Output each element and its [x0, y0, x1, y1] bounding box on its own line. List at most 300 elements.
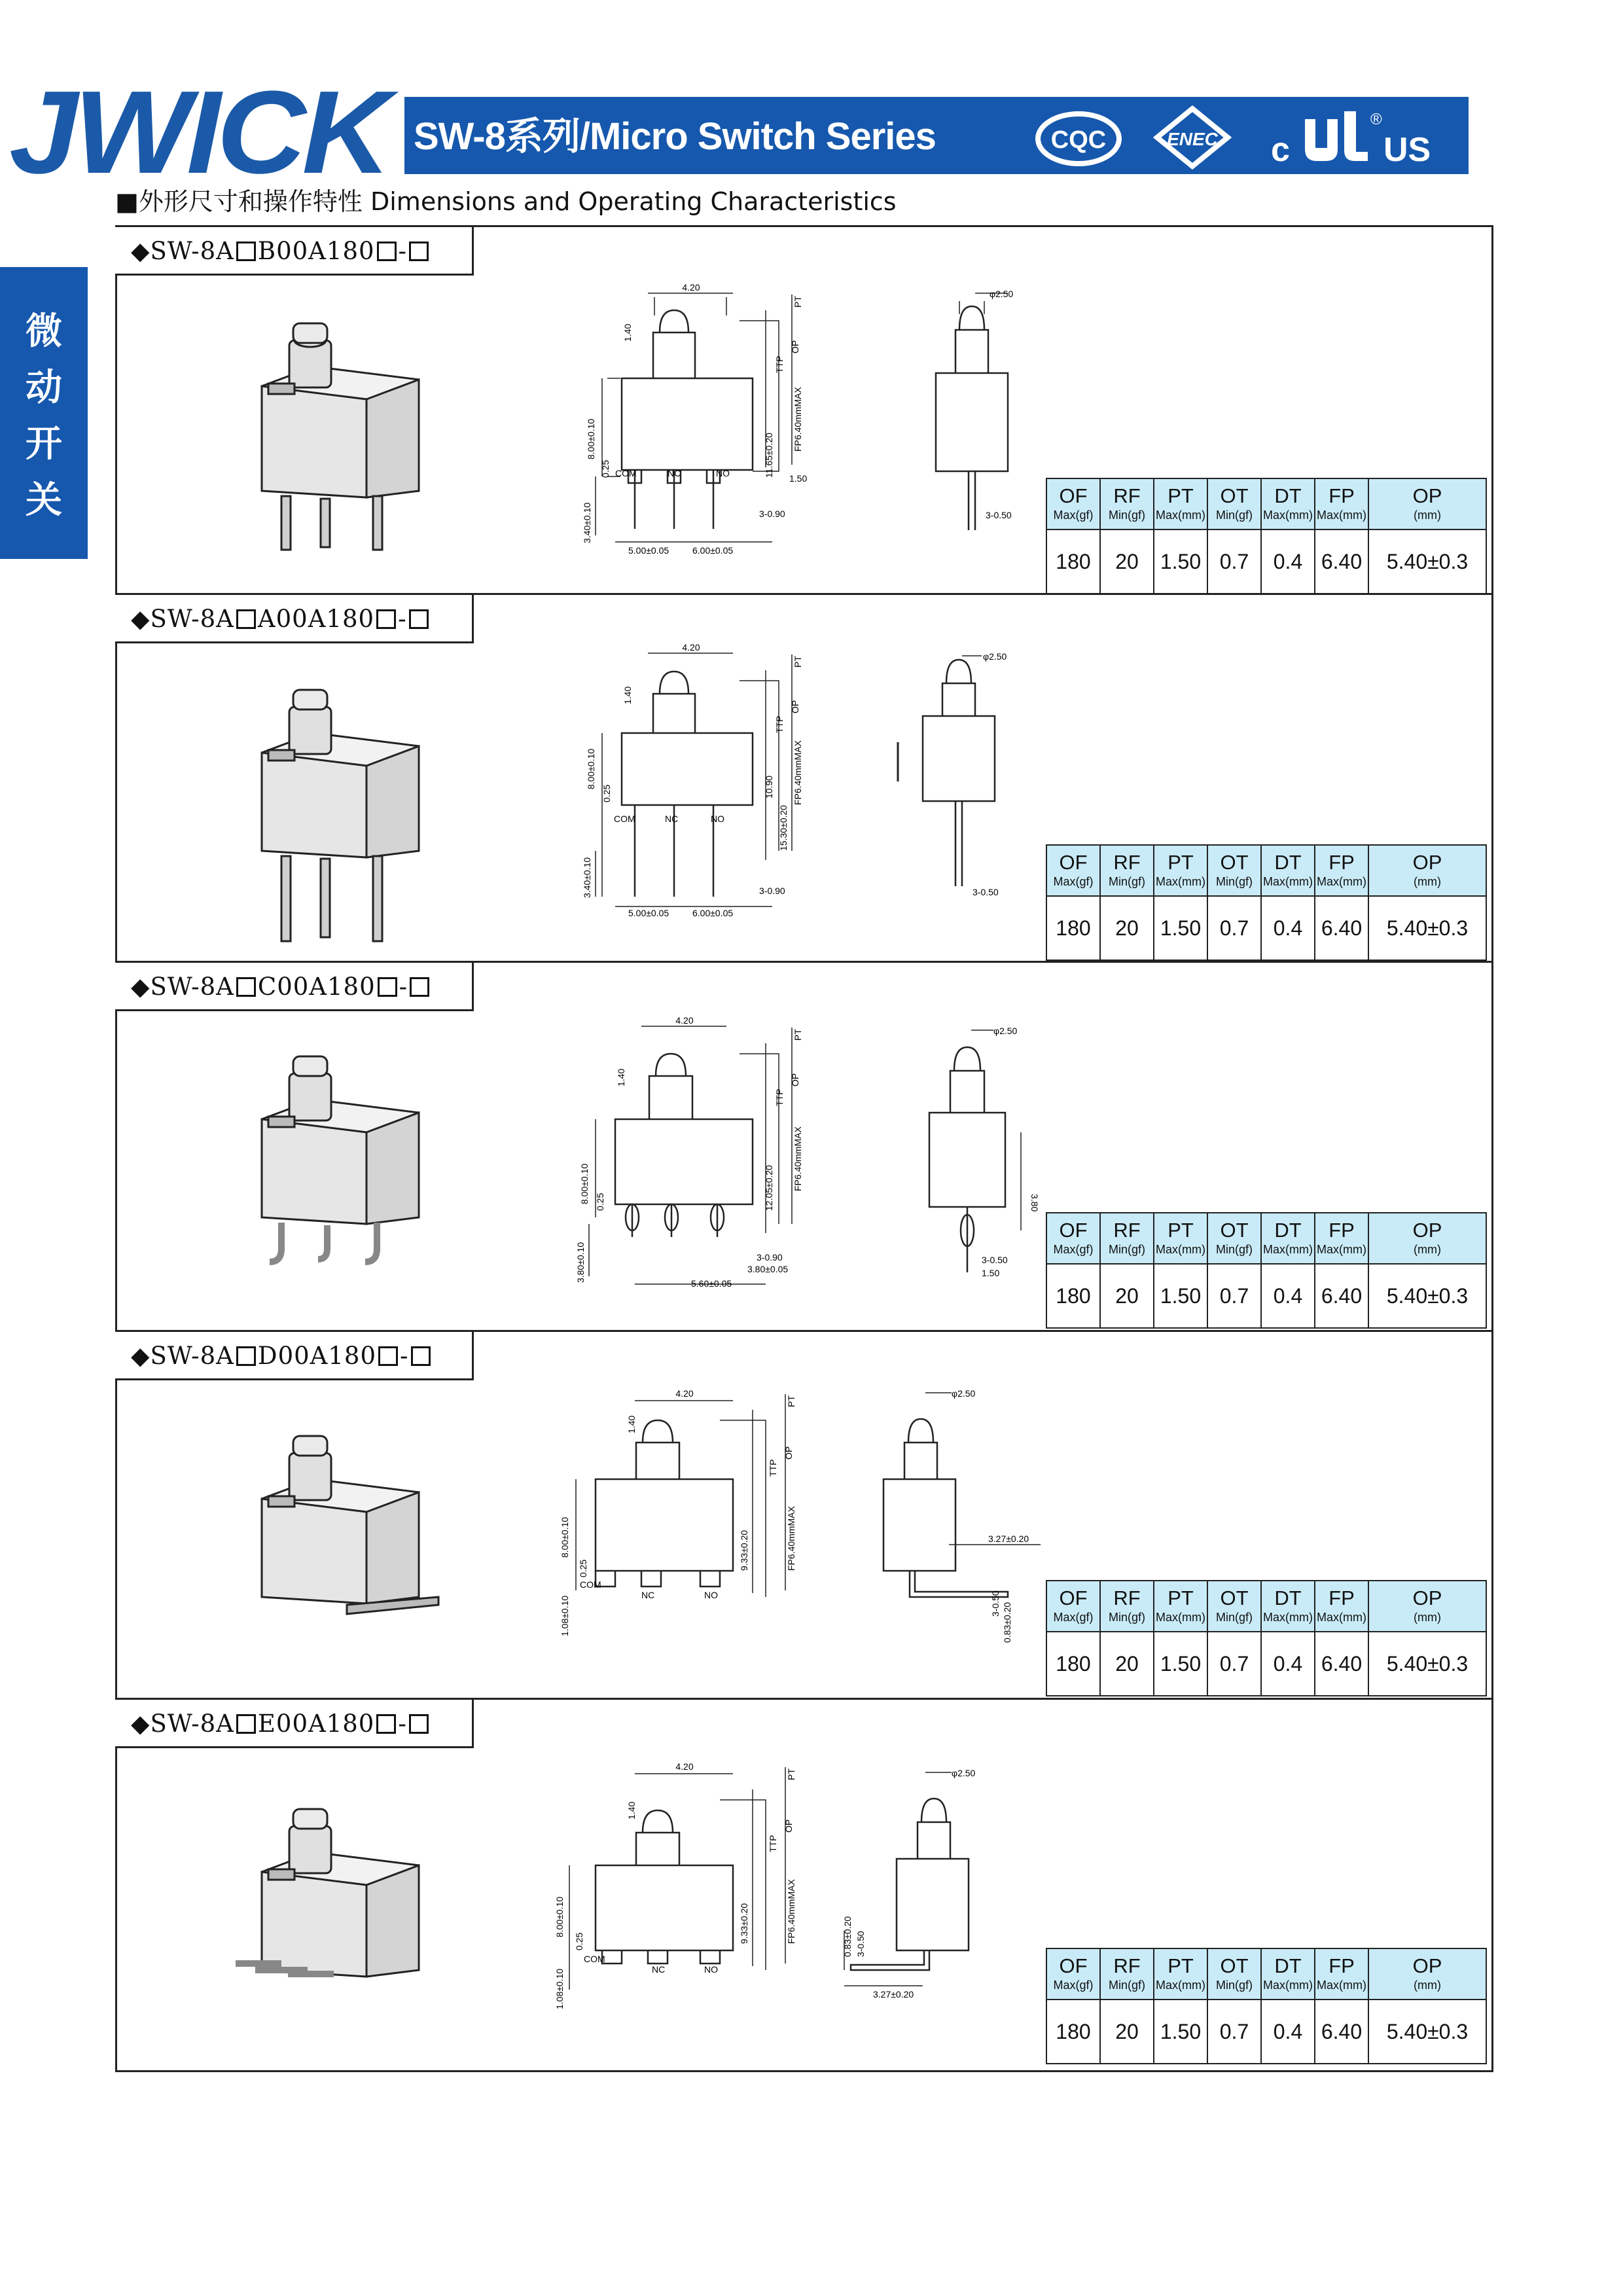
spec-header-cell [1368, 478, 1486, 529]
enec-text: ENEC [1167, 129, 1218, 149]
enec-cert-icon [1153, 105, 1232, 170]
spec-value-cell: 180 [1046, 896, 1100, 960]
spec-value-cell: 20 [1100, 529, 1154, 594]
side-view-drawing [831, 1761, 1041, 2009]
dim-label: TTP [768, 1835, 778, 1852]
spec-value-cell: 0.7 [1207, 2000, 1261, 2064]
spec-header-cell [1100, 845, 1154, 896]
spec-key: RF [1113, 1219, 1141, 1242]
spec-key: RF [1113, 1954, 1141, 1977]
spec-unit: Min(gf) [1215, 509, 1253, 522]
dim-label: φ2.50 [952, 1388, 976, 1399]
spec-unit: Min(gf) [1108, 1979, 1145, 1992]
model-label [115, 227, 474, 276]
dim-label: 0.25 [600, 459, 611, 478]
spec-unit: Min(gf) [1215, 1243, 1253, 1256]
spec-value-cell: 20 [1100, 896, 1154, 960]
placeholder-box-icon [409, 1714, 429, 1734]
dim-label: 3.27±0.20 [988, 1534, 1029, 1544]
dim-label: 4.20 [675, 1388, 694, 1399]
spec-table [1046, 844, 1487, 961]
side-view-drawing [923, 281, 1054, 530]
dim-label: 3-0.90 [757, 1252, 783, 1263]
spec-header-cell [1261, 1581, 1315, 1632]
spec-header-cell [1315, 1581, 1368, 1632]
model-mid: D00A180 [257, 1342, 376, 1370]
spec-value-cell: 0.4 [1261, 1632, 1315, 1696]
model-suffix: - [398, 237, 408, 265]
side-tab-char: 动 [26, 367, 62, 409]
dim-label: FP6.40mmMAX [793, 1126, 803, 1191]
placeholder-box-icon [410, 977, 429, 997]
spec-header-cell [1046, 1948, 1100, 2000]
dim-label: 3-0.50 [986, 510, 1012, 520]
spec-unit: (mm) [1414, 1243, 1441, 1256]
dim-label: 8.00±0.10 [586, 748, 596, 789]
spec-header-cell [1261, 845, 1315, 896]
spec-unit: Max(mm) [1317, 1979, 1366, 1992]
dim-label: NO [704, 1964, 718, 1975]
spec-header-cell [1100, 478, 1154, 529]
front-view-drawing [569, 1014, 831, 1289]
dim-label: 8.00±0.10 [554, 1896, 565, 1937]
side-view-drawing [890, 644, 1054, 906]
spec-value-cell: 5.40±0.3 [1368, 2000, 1486, 2064]
model-mid: B00A180 [257, 237, 375, 265]
spec-key: OP [1412, 484, 1442, 507]
dim-label: 11.65±0.20 [764, 433, 774, 478]
dim-label: 6.00±0.05 [692, 908, 734, 918]
spec-unit: Max(mm) [1263, 875, 1313, 888]
spec-value-cell: 1.50 [1154, 896, 1207, 960]
spec-header-cell [1368, 1581, 1486, 1632]
spec-key: OP [1412, 1587, 1442, 1609]
spec-header-cell [1154, 1581, 1207, 1632]
spec-value-cell: 1.50 [1154, 1264, 1207, 1328]
spec-value-cell: 6.40 [1315, 1632, 1368, 1696]
spec-header-cell [1154, 1948, 1207, 2000]
placeholder-box-icon [377, 242, 397, 261]
spec-key: PT [1168, 484, 1194, 507]
spec-table [1046, 1580, 1487, 1696]
spec-key: OF [1059, 851, 1088, 874]
section-heading: ■外形尺寸和操作特性 Dimensions and Operating Characteristics [115, 187, 897, 216]
model-prefix: ◆SW-8A [131, 1710, 234, 1738]
front-view-drawing [550, 1754, 838, 2016]
spec-key: OF [1059, 484, 1088, 507]
dim-label: 9.33±0.20 [739, 1903, 749, 1944]
spec-header-cell [1154, 478, 1207, 529]
dim-label: COM [580, 1579, 601, 1590]
spec-header-cell [1046, 478, 1100, 529]
ul-reg-text: ® [1370, 111, 1382, 128]
side-tab-char: 开 [26, 423, 62, 465]
spec-key: OT [1220, 1219, 1249, 1242]
spec-header-cell [1368, 1948, 1486, 2000]
spec-header-cell [1207, 1581, 1261, 1632]
spec-key: FP [1329, 1219, 1355, 1242]
ul-us-text: US [1383, 131, 1431, 169]
spec-unit: Max(mm) [1263, 1979, 1313, 1992]
spec-unit: Min(gf) [1108, 875, 1145, 888]
spec-key: OF [1059, 1587, 1088, 1609]
dim-label: PT [786, 1768, 796, 1780]
front-view-drawing [576, 281, 825, 556]
dim-label: 3-0.90 [759, 509, 785, 519]
placeholder-box-icon [409, 242, 429, 261]
spec-unit: Min(gf) [1108, 509, 1145, 522]
spec-header-cell [1207, 1213, 1261, 1264]
placeholder-box-icon [378, 977, 397, 997]
spec-value-cell: 6.40 [1315, 529, 1368, 594]
dim-label: 3-0.50 [855, 1931, 866, 1957]
model-suffix: - [399, 973, 408, 1001]
dim-label: 4.20 [682, 642, 700, 653]
model-prefix: ◆SW-8A [131, 237, 234, 265]
spec-unit: Max(mm) [1156, 875, 1205, 888]
dim-label: OP [790, 340, 800, 353]
spec-unit: Max(gf) [1053, 1611, 1094, 1624]
dim-label: TTP [774, 355, 785, 373]
spec-unit: Min(gf) [1108, 1243, 1145, 1256]
spec-key: RF [1113, 484, 1141, 507]
dim-label: FP6.40mmMAX [793, 740, 803, 805]
spec-value-cell: 5.40±0.3 [1368, 1264, 1486, 1328]
placeholder-box-icon [378, 1346, 398, 1366]
cqc-text: CQC [1050, 126, 1107, 154]
spec-unit: Max(mm) [1156, 1243, 1205, 1256]
placeholder-box-icon [411, 1346, 431, 1366]
dim-label: 3-0.90 [759, 886, 785, 896]
dim-label: 1.40 [616, 1068, 626, 1086]
dim-label: PT [786, 1395, 796, 1407]
side-tab-char: 微 [26, 310, 62, 353]
placeholder-box-icon [236, 1346, 256, 1366]
dim-label: 3-0.50 [990, 1590, 1001, 1617]
series-title: SW-8系列/Micro Switch Series [414, 115, 936, 158]
spec-value-cell: 20 [1100, 2000, 1154, 2064]
model-suffix: - [400, 1342, 409, 1370]
spec-table [1046, 1212, 1487, 1329]
model-prefix: ◆SW-8A [131, 605, 234, 633]
spec-key: DT [1274, 851, 1302, 874]
placeholder-box-icon [236, 1714, 256, 1734]
spec-key: FP [1329, 851, 1355, 874]
spec-value-cell: 1.50 [1154, 529, 1207, 594]
spec-header-cell [1100, 1948, 1154, 2000]
spec-key: PT [1168, 851, 1194, 874]
dim-label: 5.60±0.05 [691, 1278, 732, 1289]
dim-label: NC [668, 468, 681, 478]
spec-unit: (mm) [1414, 1979, 1441, 1992]
model-label [115, 1332, 474, 1380]
placeholder-box-icon [376, 609, 396, 629]
dim-label: 0.25 [574, 1932, 584, 1950]
spec-value-cell: 0.4 [1261, 2000, 1315, 2064]
spec-unit: Max(mm) [1156, 509, 1205, 522]
dim-label: 0.25 [601, 784, 612, 802]
spec-header-cell [1154, 1213, 1207, 1264]
spec-key: PT [1168, 1954, 1194, 1977]
dim-label: 1.50 [789, 473, 808, 484]
spec-value-cell: 180 [1046, 2000, 1100, 2064]
spec-value-cell: 1.50 [1154, 2000, 1207, 2064]
spec-value-cell: 0.4 [1261, 1264, 1315, 1328]
product-photo [229, 1806, 452, 2022]
placeholder-box-icon [376, 1714, 396, 1734]
dim-label: FP6.40mmMAX [786, 1506, 796, 1571]
spec-unit: Max(mm) [1263, 1611, 1313, 1624]
spec-header-cell [1100, 1581, 1154, 1632]
dim-label: NC [641, 1590, 655, 1600]
spec-value-cell: 0.4 [1261, 529, 1315, 594]
dim-label: OP [790, 1073, 800, 1086]
spec-key: OP [1412, 851, 1442, 874]
spec-value-cell: 6.40 [1315, 2000, 1368, 2064]
spec-unit: Min(gf) [1215, 1979, 1253, 1992]
spec-key: RF [1113, 1587, 1141, 1609]
spec-header-cell [1046, 1581, 1100, 1632]
spec-header-cell [1315, 1213, 1368, 1264]
dim-label: NO [711, 814, 724, 824]
dim-label: NO [716, 468, 730, 478]
dim-label: φ2.50 [952, 1768, 976, 1778]
spec-value-cell: 20 [1100, 1632, 1154, 1696]
ul-cert-icon [1263, 105, 1433, 170]
spec-value-cell: 5.40±0.3 [1368, 529, 1486, 594]
brand-logo: JWICK [9, 67, 387, 198]
model-label [115, 595, 474, 643]
dim-label: 0.25 [578, 1559, 588, 1577]
spec-header-cell [1368, 1213, 1486, 1264]
model-label [115, 963, 474, 1011]
dim-label: PT [793, 296, 803, 308]
spec-value-cell: 180 [1046, 1264, 1100, 1328]
spec-unit: Max(mm) [1263, 509, 1313, 522]
dim-label: 4.20 [675, 1015, 694, 1026]
spec-unit: Max(gf) [1053, 509, 1094, 522]
spec-header-cell [1315, 478, 1368, 529]
spec-key: OF [1059, 1219, 1088, 1242]
dim-label: FP6.40mmMAX [793, 387, 803, 452]
product-photo [242, 687, 438, 949]
spec-header-cell [1154, 845, 1207, 896]
dim-label: 1.08±0.10 [554, 1968, 565, 2009]
spec-key: DT [1274, 1587, 1302, 1609]
front-view-drawing [576, 641, 825, 916]
spec-value-cell: 180 [1046, 1632, 1100, 1696]
spec-unit: Max(mm) [1156, 1979, 1205, 1992]
dim-label: 0.25 [595, 1193, 605, 1211]
dim-label: 0.83±0.20 [1002, 1602, 1012, 1643]
dim-label: TTP [768, 1459, 778, 1477]
spec-value-cell: 5.40±0.3 [1368, 1632, 1486, 1696]
spec-unit: (mm) [1414, 1611, 1441, 1624]
model-label [115, 1700, 474, 1748]
side-view-drawing [870, 1381, 1054, 1643]
spec-unit: Max(mm) [1317, 509, 1366, 522]
spec-header-cell [1207, 1948, 1261, 2000]
dim-label: 8.00±0.10 [560, 1516, 570, 1558]
dim-label: 3.80±0.10 [575, 1242, 586, 1283]
dim-label: TTP [774, 715, 785, 733]
dim-label: 9.33±0.20 [739, 1530, 749, 1571]
dim-label: OP [783, 1446, 794, 1460]
dim-label: φ2.50 [993, 1026, 1018, 1036]
spec-unit: Max(mm) [1317, 875, 1366, 888]
spec-value-cell: 180 [1046, 529, 1100, 594]
dim-label: 10.90 [764, 775, 774, 798]
spec-header-cell [1315, 1948, 1368, 2000]
placeholder-box-icon [409, 609, 429, 629]
spec-value-cell: 1.50 [1154, 1632, 1207, 1696]
dim-label: 3.40±0.10 [582, 502, 592, 543]
spec-unit: (mm) [1414, 509, 1441, 522]
spec-key: DT [1274, 484, 1302, 507]
dim-label: 1.40 [626, 1801, 637, 1820]
side-view-drawing [916, 1014, 1060, 1289]
spec-key: OT [1220, 851, 1249, 874]
dim-label: TTP [774, 1088, 785, 1106]
spec-value-cell: 0.7 [1207, 1632, 1261, 1696]
spec-key: FP [1329, 1954, 1355, 1977]
dim-label: PT [793, 1029, 803, 1041]
spec-value-cell: 0.7 [1207, 529, 1261, 594]
spec-header-cell [1261, 1948, 1315, 2000]
dim-label: 3-0.50 [982, 1255, 1008, 1265]
dim-label: 3-0.50 [972, 887, 999, 897]
side-tab [0, 267, 88, 559]
spec-header-cell [1207, 845, 1261, 896]
product-photo [242, 1054, 438, 1283]
cqc-cert-icon [1033, 105, 1124, 170]
dim-label: NC [665, 814, 679, 824]
spec-table [1046, 478, 1487, 594]
dim-label: 4.20 [675, 1761, 694, 1772]
placeholder-box-icon [236, 977, 256, 997]
placeholder-box-icon [236, 242, 256, 261]
product-photo [242, 321, 438, 556]
dim-label: PT [793, 656, 803, 668]
spec-key: PT [1168, 1587, 1194, 1609]
spec-key: OF [1059, 1954, 1088, 1977]
placeholder-box-icon [236, 609, 256, 629]
dim-label: 3.40±0.10 [582, 857, 592, 898]
spec-unit: Max(mm) [1156, 1611, 1205, 1624]
spec-value-cell: 20 [1100, 1264, 1154, 1328]
dim-label: 15.30±0.20 [778, 805, 789, 851]
spec-header-cell [1046, 845, 1100, 896]
dim-label: FP6.40mmMAX [786, 1879, 796, 1944]
model-suffix: - [398, 1710, 407, 1738]
dim-label: 3.27±0.20 [873, 1989, 914, 2000]
spec-key: OP [1412, 1954, 1442, 1977]
dim-label: OP [783, 1819, 794, 1833]
dim-label: 1.40 [626, 1415, 637, 1433]
dim-label: 12.05±0.20 [764, 1165, 774, 1211]
spec-value-cell: 6.40 [1315, 1264, 1368, 1328]
spec-header-cell [1046, 1213, 1100, 1264]
front-view-drawing [537, 1381, 831, 1643]
model-prefix: ◆SW-8A [131, 1342, 234, 1370]
spec-header-cell [1315, 845, 1368, 896]
spec-unit: (mm) [1414, 875, 1441, 888]
spec-key: PT [1168, 1219, 1194, 1242]
spec-value-cell: 0.7 [1207, 1264, 1261, 1328]
spec-header-cell [1100, 1213, 1154, 1264]
ul-c-text: c [1271, 131, 1290, 169]
dim-label: 3.80 [1029, 1194, 1040, 1212]
spec-key: OT [1220, 1587, 1249, 1609]
dim-label: 1.40 [622, 323, 633, 342]
dim-label: 6.00±0.05 [692, 545, 734, 556]
model-mid: A00A180 [257, 605, 375, 633]
spec-key: OT [1220, 1954, 1249, 1977]
dim-label: NO [704, 1590, 718, 1600]
dim-label: OP [790, 700, 800, 713]
dim-label: φ2.50 [990, 289, 1014, 299]
spec-value-cell: 0.4 [1261, 896, 1315, 960]
dim-label: COM [614, 814, 635, 824]
spec-key: FP [1329, 484, 1355, 507]
dim-label: 5.00±0.05 [628, 908, 669, 918]
spec-unit: Min(gf) [1108, 1611, 1145, 1624]
spec-unit: Max(mm) [1317, 1243, 1366, 1256]
product-photo [242, 1433, 452, 1649]
spec-key: OT [1220, 484, 1249, 507]
spec-header-cell [1368, 845, 1486, 896]
dim-label: 5.00±0.05 [628, 545, 669, 556]
spec-key: DT [1274, 1954, 1302, 1977]
spec-unit: Min(gf) [1215, 1611, 1253, 1624]
model-suffix: - [398, 605, 407, 633]
dim-label: 1.08±0.10 [560, 1595, 570, 1636]
spec-unit: Max(mm) [1263, 1243, 1313, 1256]
spec-key: FP [1329, 1587, 1355, 1609]
spec-header-cell [1207, 478, 1261, 529]
dim-label: COM [615, 468, 637, 478]
spec-unit: Min(gf) [1215, 875, 1253, 888]
spec-key: OP [1412, 1219, 1442, 1242]
spec-unit: Max(gf) [1053, 875, 1094, 888]
dim-label: 4.20 [682, 282, 700, 293]
dim-label: 8.00±0.10 [579, 1163, 590, 1204]
spec-unit: Max(gf) [1053, 1979, 1094, 1992]
spec-unit: Max(gf) [1053, 1243, 1094, 1256]
dim-label: 0.83±0.20 [842, 1916, 853, 1957]
dim-label: 3.80±0.05 [747, 1264, 789, 1274]
dim-label: 1.40 [622, 686, 633, 704]
spec-unit: Max(mm) [1317, 1611, 1366, 1624]
spec-key: RF [1113, 851, 1141, 874]
dim-label: 8.00±0.10 [586, 418, 596, 459]
dim-label: NC [652, 1964, 666, 1975]
dim-label: COM [584, 1954, 605, 1964]
spec-value-cell: 6.40 [1315, 896, 1368, 960]
spec-header-cell [1261, 478, 1315, 529]
spec-key: DT [1274, 1219, 1302, 1242]
spec-value-cell: 5.40±0.3 [1368, 896, 1486, 960]
model-prefix: ◆SW-8A [131, 973, 234, 1001]
model-mid: E00A180 [257, 1710, 375, 1738]
dim-label: φ2.50 [983, 651, 1007, 662]
spec-header-cell [1261, 1213, 1315, 1264]
model-mid: C00A180 [257, 973, 376, 1001]
spec-value-cell: 0.7 [1207, 896, 1261, 960]
side-tab-char: 关 [26, 479, 62, 522]
dim-label: 1.50 [982, 1268, 1000, 1278]
spec-table [1046, 1948, 1487, 2064]
